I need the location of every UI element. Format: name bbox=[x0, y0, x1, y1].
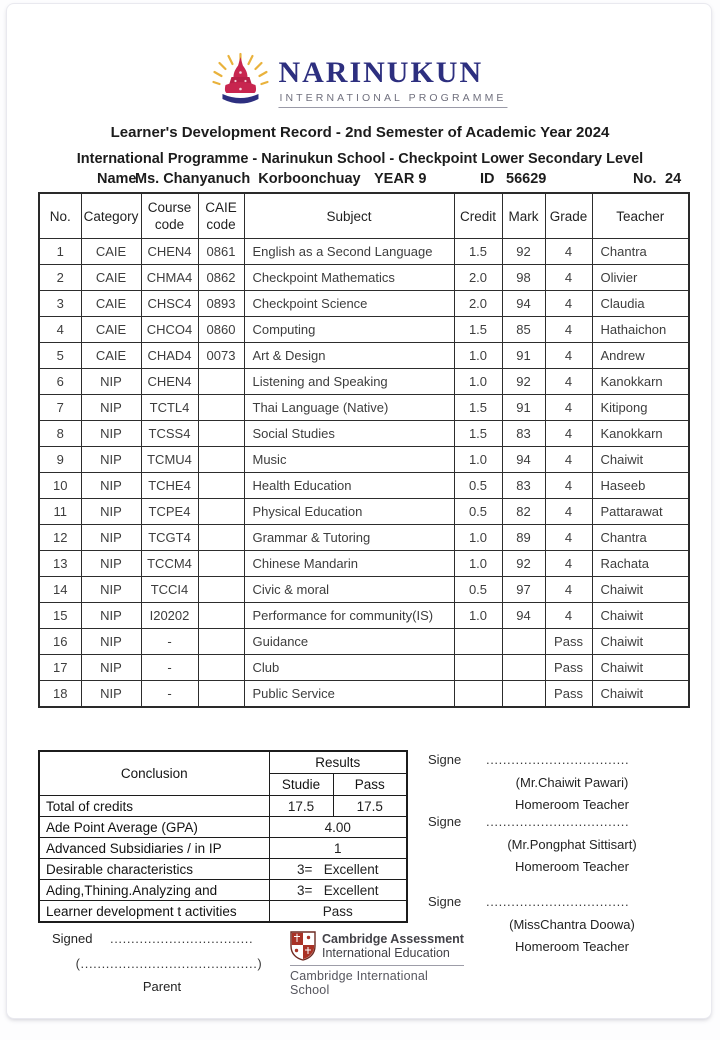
parent-sign-line bbox=[52, 931, 282, 953]
table-cell: Computing bbox=[244, 317, 454, 343]
table-cell: English as a Second Language bbox=[244, 239, 454, 265]
table-cell: Chantra bbox=[592, 525, 689, 551]
table-cell: Health Education bbox=[244, 473, 454, 499]
parent-name-dots: (..........................................) bbox=[75, 956, 263, 971]
table-cell: 13 bbox=[39, 551, 81, 577]
signer-role: Homeroom Teacher bbox=[515, 797, 629, 812]
table-cell: 1.0 bbox=[454, 525, 502, 551]
table-cell: 1.5 bbox=[454, 239, 502, 265]
conclusion-label: Desirable characteristics bbox=[39, 859, 269, 880]
signer-role: Homeroom Teacher bbox=[515, 859, 629, 874]
conclusion-value: 1 bbox=[269, 838, 407, 859]
signature-column bbox=[428, 748, 698, 978]
school-logo-text bbox=[278, 57, 507, 108]
table-cell: 6 bbox=[39, 369, 81, 395]
table-cell: NIP bbox=[81, 525, 141, 551]
table-cell: Public Service bbox=[244, 681, 454, 708]
table-cell bbox=[198, 447, 244, 473]
table-cell: I20202 bbox=[141, 603, 198, 629]
signature-line bbox=[428, 894, 696, 914]
table-cell: 0860 bbox=[198, 317, 244, 343]
table-cell: 2 bbox=[39, 265, 81, 291]
table-cell: 92 bbox=[502, 551, 545, 577]
table-cell: 4 bbox=[545, 421, 592, 447]
table-cell: 0.5 bbox=[454, 577, 502, 603]
table-cell: 4 bbox=[545, 525, 592, 551]
table-cell: Chaiwit bbox=[592, 603, 689, 629]
conclusion-row bbox=[39, 817, 407, 838]
table-row bbox=[39, 629, 689, 655]
signer-role: Homeroom Teacher bbox=[515, 939, 629, 954]
parent-signature-dots: .................................. bbox=[110, 931, 254, 946]
col-header-teacher: Teacher bbox=[592, 193, 689, 239]
student-id: 56629 bbox=[506, 171, 547, 187]
table-cell: 97 bbox=[502, 577, 545, 603]
document-title: Learner's Development Record - 2nd Semester of Academic Year 2024 bbox=[110, 124, 610, 141]
table-cell: Checkpoint Mathematics bbox=[244, 265, 454, 291]
table-cell: Kitipong bbox=[592, 395, 689, 421]
col-header-grade: Grade bbox=[545, 193, 592, 239]
table-cell bbox=[198, 421, 244, 447]
col-header-category: Category bbox=[81, 193, 141, 239]
table-cell: TCMU4 bbox=[141, 447, 198, 473]
table-cell: Pass bbox=[545, 681, 592, 708]
signe-label: Signe bbox=[428, 814, 462, 829]
table-cell: 4 bbox=[545, 551, 592, 577]
table-row bbox=[39, 421, 689, 447]
table-cell: CHEN4 bbox=[141, 369, 198, 395]
table-cell: NIP bbox=[81, 655, 141, 681]
table-cell bbox=[198, 551, 244, 577]
table-row bbox=[39, 603, 689, 629]
table-cell: NIP bbox=[81, 421, 141, 447]
signature-block bbox=[428, 752, 696, 815]
table-cell: 83 bbox=[502, 421, 545, 447]
table-cell: 85 bbox=[502, 317, 545, 343]
col-header-mark: Mark bbox=[502, 193, 545, 239]
signature-dots: .................................. bbox=[486, 894, 630, 909]
table-row bbox=[39, 655, 689, 681]
table-cell: 11 bbox=[39, 499, 81, 525]
table-cell bbox=[198, 681, 244, 708]
table-cell bbox=[198, 525, 244, 551]
col-header-caie-code: CAIE code bbox=[198, 193, 244, 239]
table-cell: NIP bbox=[81, 551, 141, 577]
table-cell: 91 bbox=[502, 395, 545, 421]
studie-header: Studie bbox=[269, 774, 333, 796]
col-header-course-code: Course code bbox=[141, 193, 198, 239]
table-row bbox=[39, 265, 689, 291]
table-cell: 1.5 bbox=[454, 317, 502, 343]
table-cell: NIP bbox=[81, 473, 141, 499]
table-cell: 4 bbox=[545, 577, 592, 603]
table-row bbox=[39, 525, 689, 551]
table-cell bbox=[198, 473, 244, 499]
cambridge-shield-icon bbox=[290, 931, 316, 961]
name-label: Name bbox=[97, 171, 137, 187]
col-header-subject: Subject bbox=[244, 193, 454, 239]
table-row bbox=[39, 681, 689, 708]
table-cell: Performance for community(IS) bbox=[244, 603, 454, 629]
table-cell bbox=[198, 629, 244, 655]
table-cell: NIP bbox=[81, 629, 141, 655]
table-cell: 4 bbox=[545, 265, 592, 291]
table-cell: 17 bbox=[39, 655, 81, 681]
table-cell: Chinese Mandarin bbox=[244, 551, 454, 577]
col-header-no: No. bbox=[39, 193, 81, 239]
table-cell: TCTL4 bbox=[141, 395, 198, 421]
conclusion-table-body bbox=[39, 796, 407, 923]
grades-table bbox=[38, 192, 690, 708]
table-cell: TCPE4 bbox=[141, 499, 198, 525]
student-no: 24 bbox=[665, 171, 682, 187]
table-cell: 15 bbox=[39, 603, 81, 629]
table-cell: Civic & moral bbox=[244, 577, 454, 603]
table-cell: Chaiwit bbox=[592, 629, 689, 655]
table-cell: Kanokkarn bbox=[592, 421, 689, 447]
table-cell: 0.5 bbox=[454, 499, 502, 525]
table-cell: 7 bbox=[39, 395, 81, 421]
table-cell: Kanokkarn bbox=[592, 369, 689, 395]
table-cell: 94 bbox=[502, 603, 545, 629]
table-cell: 0.5 bbox=[454, 473, 502, 499]
table-cell: NIP bbox=[81, 395, 141, 421]
table-cell bbox=[454, 655, 502, 681]
table-cell: NIP bbox=[81, 499, 141, 525]
conclusion-header-row-1 bbox=[39, 751, 407, 774]
table-row bbox=[39, 577, 689, 603]
conclusion-label: Advanced Subsidiaries / in IP bbox=[39, 838, 269, 859]
grades-header-row bbox=[39, 193, 689, 239]
table-cell bbox=[502, 655, 545, 681]
table-cell: CAIE bbox=[81, 291, 141, 317]
conclusion-label: Ade Point Average (GPA) bbox=[39, 817, 269, 838]
conclusion-value: 3= Excellent bbox=[269, 880, 407, 901]
table-cell: 8 bbox=[39, 421, 81, 447]
table-cell: 10 bbox=[39, 473, 81, 499]
signature-dots: .................................. bbox=[486, 814, 630, 829]
table-row bbox=[39, 499, 689, 525]
signed-label: Signed bbox=[52, 931, 93, 946]
table-cell: Music bbox=[244, 447, 454, 473]
table-cell: NIP bbox=[81, 603, 141, 629]
conclusion-value: 4.00 bbox=[269, 817, 407, 838]
table-cell: Chaiwit bbox=[592, 447, 689, 473]
student-name: Ms. Chanyanuch Korboonchuay bbox=[135, 171, 361, 187]
table-cell: TCCI4 bbox=[141, 577, 198, 603]
table-cell: 16 bbox=[39, 629, 81, 655]
table-cell: Guidance bbox=[244, 629, 454, 655]
results-header: Results bbox=[269, 751, 407, 774]
table-cell: 4 bbox=[545, 239, 592, 265]
signer-name: (MissChantra Doowa) bbox=[509, 917, 635, 932]
table-cell: - bbox=[141, 681, 198, 708]
table-cell: Pass bbox=[545, 629, 592, 655]
table-cell bbox=[198, 369, 244, 395]
col-header-credit: Credit bbox=[454, 193, 502, 239]
conclusion-label: Learner development t activities bbox=[39, 901, 269, 923]
table-cell: NIP bbox=[81, 369, 141, 395]
conclusion-value: 3= Excellent bbox=[269, 859, 407, 880]
table-cell bbox=[198, 655, 244, 681]
table-row bbox=[39, 317, 689, 343]
table-cell: 0893 bbox=[198, 291, 244, 317]
cambridge-line2: International Education bbox=[322, 946, 450, 960]
school-name: NARINUKUN bbox=[278, 55, 484, 89]
table-cell: 82 bbox=[502, 499, 545, 525]
table-cell: TCHE4 bbox=[141, 473, 198, 499]
table-cell: NIP bbox=[81, 577, 141, 603]
table-cell: CHMA4 bbox=[141, 265, 198, 291]
table-cell: 1.0 bbox=[454, 603, 502, 629]
conclusion-value: Pass bbox=[269, 901, 407, 923]
table-cell: 4 bbox=[545, 343, 592, 369]
parent-signature-block bbox=[52, 931, 282, 999]
table-cell: Checkpoint Science bbox=[244, 291, 454, 317]
conclusion-title: Conclusion bbox=[39, 751, 269, 796]
id-label: ID bbox=[480, 171, 495, 187]
table-cell: Grammar & Tutoring bbox=[244, 525, 454, 551]
table-cell: 1 bbox=[39, 239, 81, 265]
table-cell: CHSC4 bbox=[141, 291, 198, 317]
table-cell: 9 bbox=[39, 447, 81, 473]
table-cell: Chaiwit bbox=[592, 681, 689, 708]
table-cell: - bbox=[141, 655, 198, 681]
signature-line bbox=[428, 814, 696, 834]
signature-block bbox=[428, 894, 696, 957]
table-cell: Chaiwit bbox=[592, 577, 689, 603]
cambridge-line3: Cambridge International School bbox=[290, 969, 429, 997]
cambridge-logo-block bbox=[290, 931, 464, 997]
parent-role-label: Parent bbox=[142, 979, 182, 994]
table-row bbox=[39, 551, 689, 577]
table-cell: TCGT4 bbox=[141, 525, 198, 551]
cambridge-line1: Cambridge Assessment bbox=[322, 932, 464, 946]
signer-name: (Mr.Chaiwit Pawari) bbox=[515, 775, 629, 790]
table-cell: 3 bbox=[39, 291, 81, 317]
conclusion-label: Total of credits bbox=[39, 796, 269, 817]
table-cell bbox=[454, 629, 502, 655]
table-cell: 1.0 bbox=[454, 369, 502, 395]
table-cell: 12 bbox=[39, 525, 81, 551]
conclusion-row bbox=[39, 796, 407, 817]
table-cell: Rachata bbox=[592, 551, 689, 577]
cambridge-divider bbox=[290, 965, 464, 966]
cambridge-logo-top bbox=[290, 931, 464, 961]
no-label: No. bbox=[633, 171, 657, 187]
table-cell bbox=[198, 395, 244, 421]
table-cell: CHEN4 bbox=[141, 239, 198, 265]
table-cell: 92 bbox=[502, 239, 545, 265]
table-cell: 2.0 bbox=[454, 265, 502, 291]
table-row bbox=[39, 343, 689, 369]
table-cell: Thai Language (Native) bbox=[244, 395, 454, 421]
table-cell: Art & Design bbox=[244, 343, 454, 369]
signature-block bbox=[428, 814, 696, 877]
table-cell: TCSS4 bbox=[141, 421, 198, 447]
table-cell: 18 bbox=[39, 681, 81, 708]
cambridge-wordmark bbox=[322, 932, 464, 960]
table-cell: CAIE bbox=[81, 239, 141, 265]
table-cell: 4 bbox=[545, 603, 592, 629]
table-cell: Physical Education bbox=[244, 499, 454, 525]
table-cell: 98 bbox=[502, 265, 545, 291]
table-cell: 4 bbox=[545, 291, 592, 317]
table-cell: 14 bbox=[39, 577, 81, 603]
table-cell: Hathaichon bbox=[592, 317, 689, 343]
table-cell: Chaiwit bbox=[592, 655, 689, 681]
table-cell: Olivier bbox=[592, 265, 689, 291]
conclusion-label: Ading,Thining.Analyzing and bbox=[39, 880, 269, 901]
table-cell: 0862 bbox=[198, 265, 244, 291]
conclusion-row bbox=[39, 880, 407, 901]
student-info-row bbox=[0, 171, 720, 191]
table-row bbox=[39, 395, 689, 421]
signe-label: Signe bbox=[428, 894, 462, 909]
student-year: YEAR 9 bbox=[374, 171, 427, 187]
pass-header: Pass bbox=[333, 774, 407, 796]
table-cell: Listening and Speaking bbox=[244, 369, 454, 395]
table-cell: Social Studies bbox=[244, 421, 454, 447]
conclusion-row bbox=[39, 838, 407, 859]
table-cell: Haseeb bbox=[592, 473, 689, 499]
table-cell: 1.5 bbox=[454, 421, 502, 447]
table-cell: 5 bbox=[39, 343, 81, 369]
table-cell bbox=[198, 603, 244, 629]
table-cell: 0073 bbox=[198, 343, 244, 369]
table-cell: 0861 bbox=[198, 239, 244, 265]
table-row bbox=[39, 473, 689, 499]
table-cell bbox=[454, 681, 502, 708]
table-cell: 94 bbox=[502, 447, 545, 473]
document-subtitle: International Programme - Narinukun School - Checkpoint Lower Secondary Level bbox=[76, 151, 644, 167]
school-crest-icon bbox=[212, 52, 268, 112]
table-row bbox=[39, 239, 689, 265]
table-cell: 4 bbox=[545, 499, 592, 525]
table-cell: 1.0 bbox=[454, 343, 502, 369]
table-cell: Claudia bbox=[592, 291, 689, 317]
table-cell: 91 bbox=[502, 343, 545, 369]
table-cell: NIP bbox=[81, 681, 141, 708]
table-cell: - bbox=[141, 629, 198, 655]
table-cell: CHCO4 bbox=[141, 317, 198, 343]
table-row bbox=[39, 291, 689, 317]
conclusion-row bbox=[39, 859, 407, 880]
grades-table-body bbox=[39, 239, 689, 708]
table-cell: 1.0 bbox=[454, 447, 502, 473]
table-cell: 89 bbox=[502, 525, 545, 551]
table-cell: 94 bbox=[502, 291, 545, 317]
table-cell: 4 bbox=[545, 447, 592, 473]
conclusion-row bbox=[39, 901, 407, 923]
table-cell: CHAD4 bbox=[141, 343, 198, 369]
table-cell: CAIE bbox=[81, 317, 141, 343]
table-cell: Pattarawat bbox=[592, 499, 689, 525]
conclusion-pass-value: 17.5 bbox=[333, 796, 407, 817]
table-cell bbox=[502, 629, 545, 655]
table-cell: Pass bbox=[545, 655, 592, 681]
table-cell: 4 bbox=[39, 317, 81, 343]
table-cell: Andrew bbox=[592, 343, 689, 369]
table-cell bbox=[198, 577, 244, 603]
table-cell bbox=[198, 499, 244, 525]
table-cell: CAIE bbox=[81, 343, 141, 369]
table-cell: NIP bbox=[81, 447, 141, 473]
signature-line bbox=[428, 752, 696, 772]
table-cell: TCCM4 bbox=[141, 551, 198, 577]
conclusion-studie-value: 17.5 bbox=[269, 796, 333, 817]
table-cell: 4 bbox=[545, 369, 592, 395]
signature-dots: .................................. bbox=[486, 752, 630, 767]
table-row bbox=[39, 369, 689, 395]
table-cell: 92 bbox=[502, 369, 545, 395]
table-cell: Club bbox=[244, 655, 454, 681]
school-logo bbox=[212, 52, 507, 112]
table-cell: 1.0 bbox=[454, 551, 502, 577]
table-cell bbox=[502, 681, 545, 708]
table-row bbox=[39, 447, 689, 473]
table-cell: 83 bbox=[502, 473, 545, 499]
signe-label: Signe bbox=[428, 752, 462, 767]
table-cell: 2.0 bbox=[454, 291, 502, 317]
signer-name: (Mr.Pongphat Sittisart) bbox=[507, 837, 637, 852]
table-cell: Chantra bbox=[592, 239, 689, 265]
table-cell: CAIE bbox=[81, 265, 141, 291]
table-cell: 4 bbox=[545, 317, 592, 343]
table-cell: 4 bbox=[545, 473, 592, 499]
table-cell: 4 bbox=[545, 395, 592, 421]
conclusion-table bbox=[38, 750, 408, 923]
table-cell: 1.5 bbox=[454, 395, 502, 421]
school-programme: INTERNATIONAL PROGRAMME bbox=[278, 90, 507, 108]
